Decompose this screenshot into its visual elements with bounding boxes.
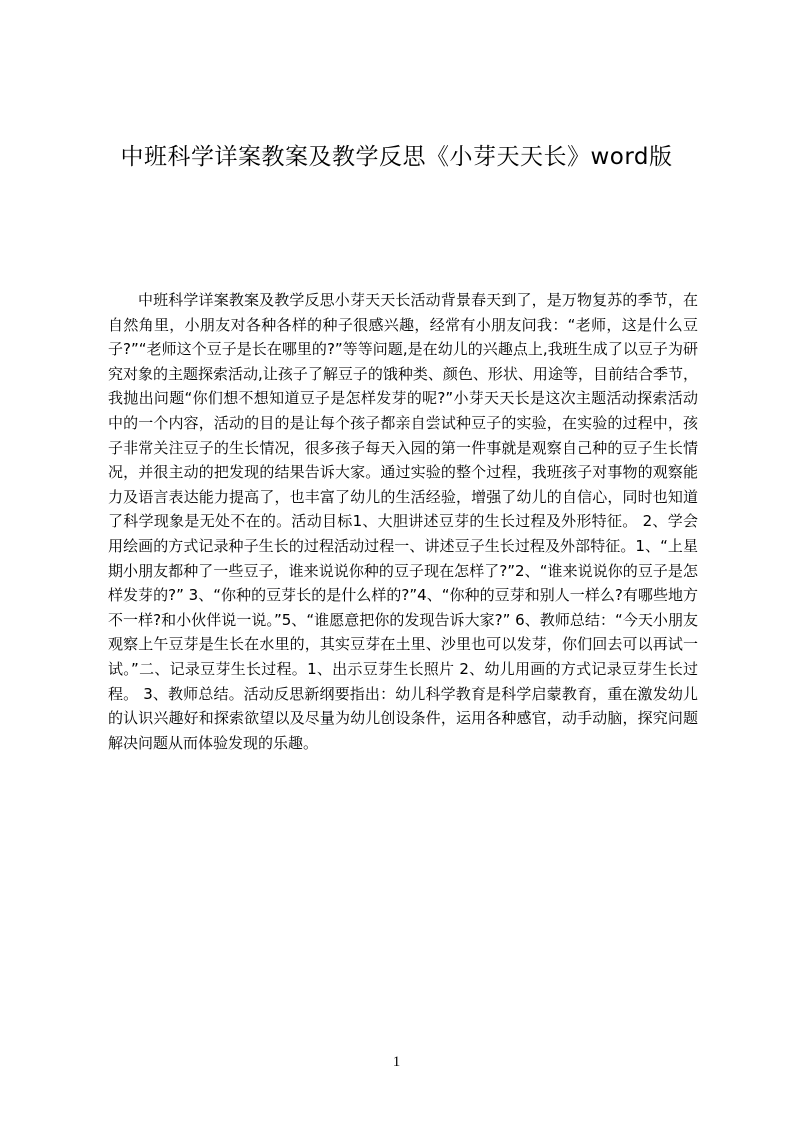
page-number: 1 (392, 1054, 401, 1070)
document-body-paragraph: 中班科学详案教案及教学反思小芽天天长活动背景春天到了，是万物复苏的季节，在自然角里，小朋友对各种各样的种子很感兴趣，经常有小朋友问我：“老师，这是什么豆子?”“老师这个豆子是长在哪里的?”等等问题,是在幼儿的兴趣点上,我班生成了以豆子为研究对象的主题探索活动,让孩子了解豆子的饿种类、颜色、形状、用途等，目前结合季节，我抛出问题“你们想不想知道豆子是怎样发芽的呢?”小芽天天长是这次主题活动探索活动中的一个内容，活动的目的是让每个孩子都亲自尝试种豆子的实验，在实验的过程中，孩子非常关注豆子的生长情况，很多孩子每天入园的第一件事就是观察自己种的豆子生长情况，并很主动的把发现的结果告诉大家。通过实验的整个过程，我班孩子对事物的观察能力及语言表达能力提高了，也丰富了幼儿的生活经验，增强了幼儿的自信心，同时也知道了科学现象是无处不在的。活动目标1、大胆讲述豆芽的生长过程及外形特征。 2、学会用绘画的方式记录种子生长的过程活动过程一、讲述豆子生长过程及外部特征。1、“上星期小朋友都种了一些豆子，谁来说说你种的豆子现在怎样了?”2、“谁来说说你的豆子是怎样发芽的?” 3、“你种的豆芽长的是什么样的?”4、“你种的豆芽和别人一样么?有哪些地方不一样?和小伙伴说一说。”5、“谁愿意把你的发现告诉大家?” 6、教师总结：“今天小朋友观察上午豆芽是生长在水里的，其实豆芽在土里、沙里也可以发芽，你们回去可以再试一试。”二、记录豆芽生长过程。1、出示豆芽生长照片 2、幼儿用画的方式记录豆芽生长过程。 3、教师总结。活动反思新纲要指出：幼儿科学教育是科学启蒙教育，重在激发幼儿的认识兴趣好和探索欲望以及尽量为幼儿创设条件，运用各种感官，动手动脑，探究问题解决问题从而体验发现的乐趣。 (108, 291, 698, 752)
document-title: 中班科学详案教案及教学反思《小芽天天长》word版 (120, 144, 673, 170)
